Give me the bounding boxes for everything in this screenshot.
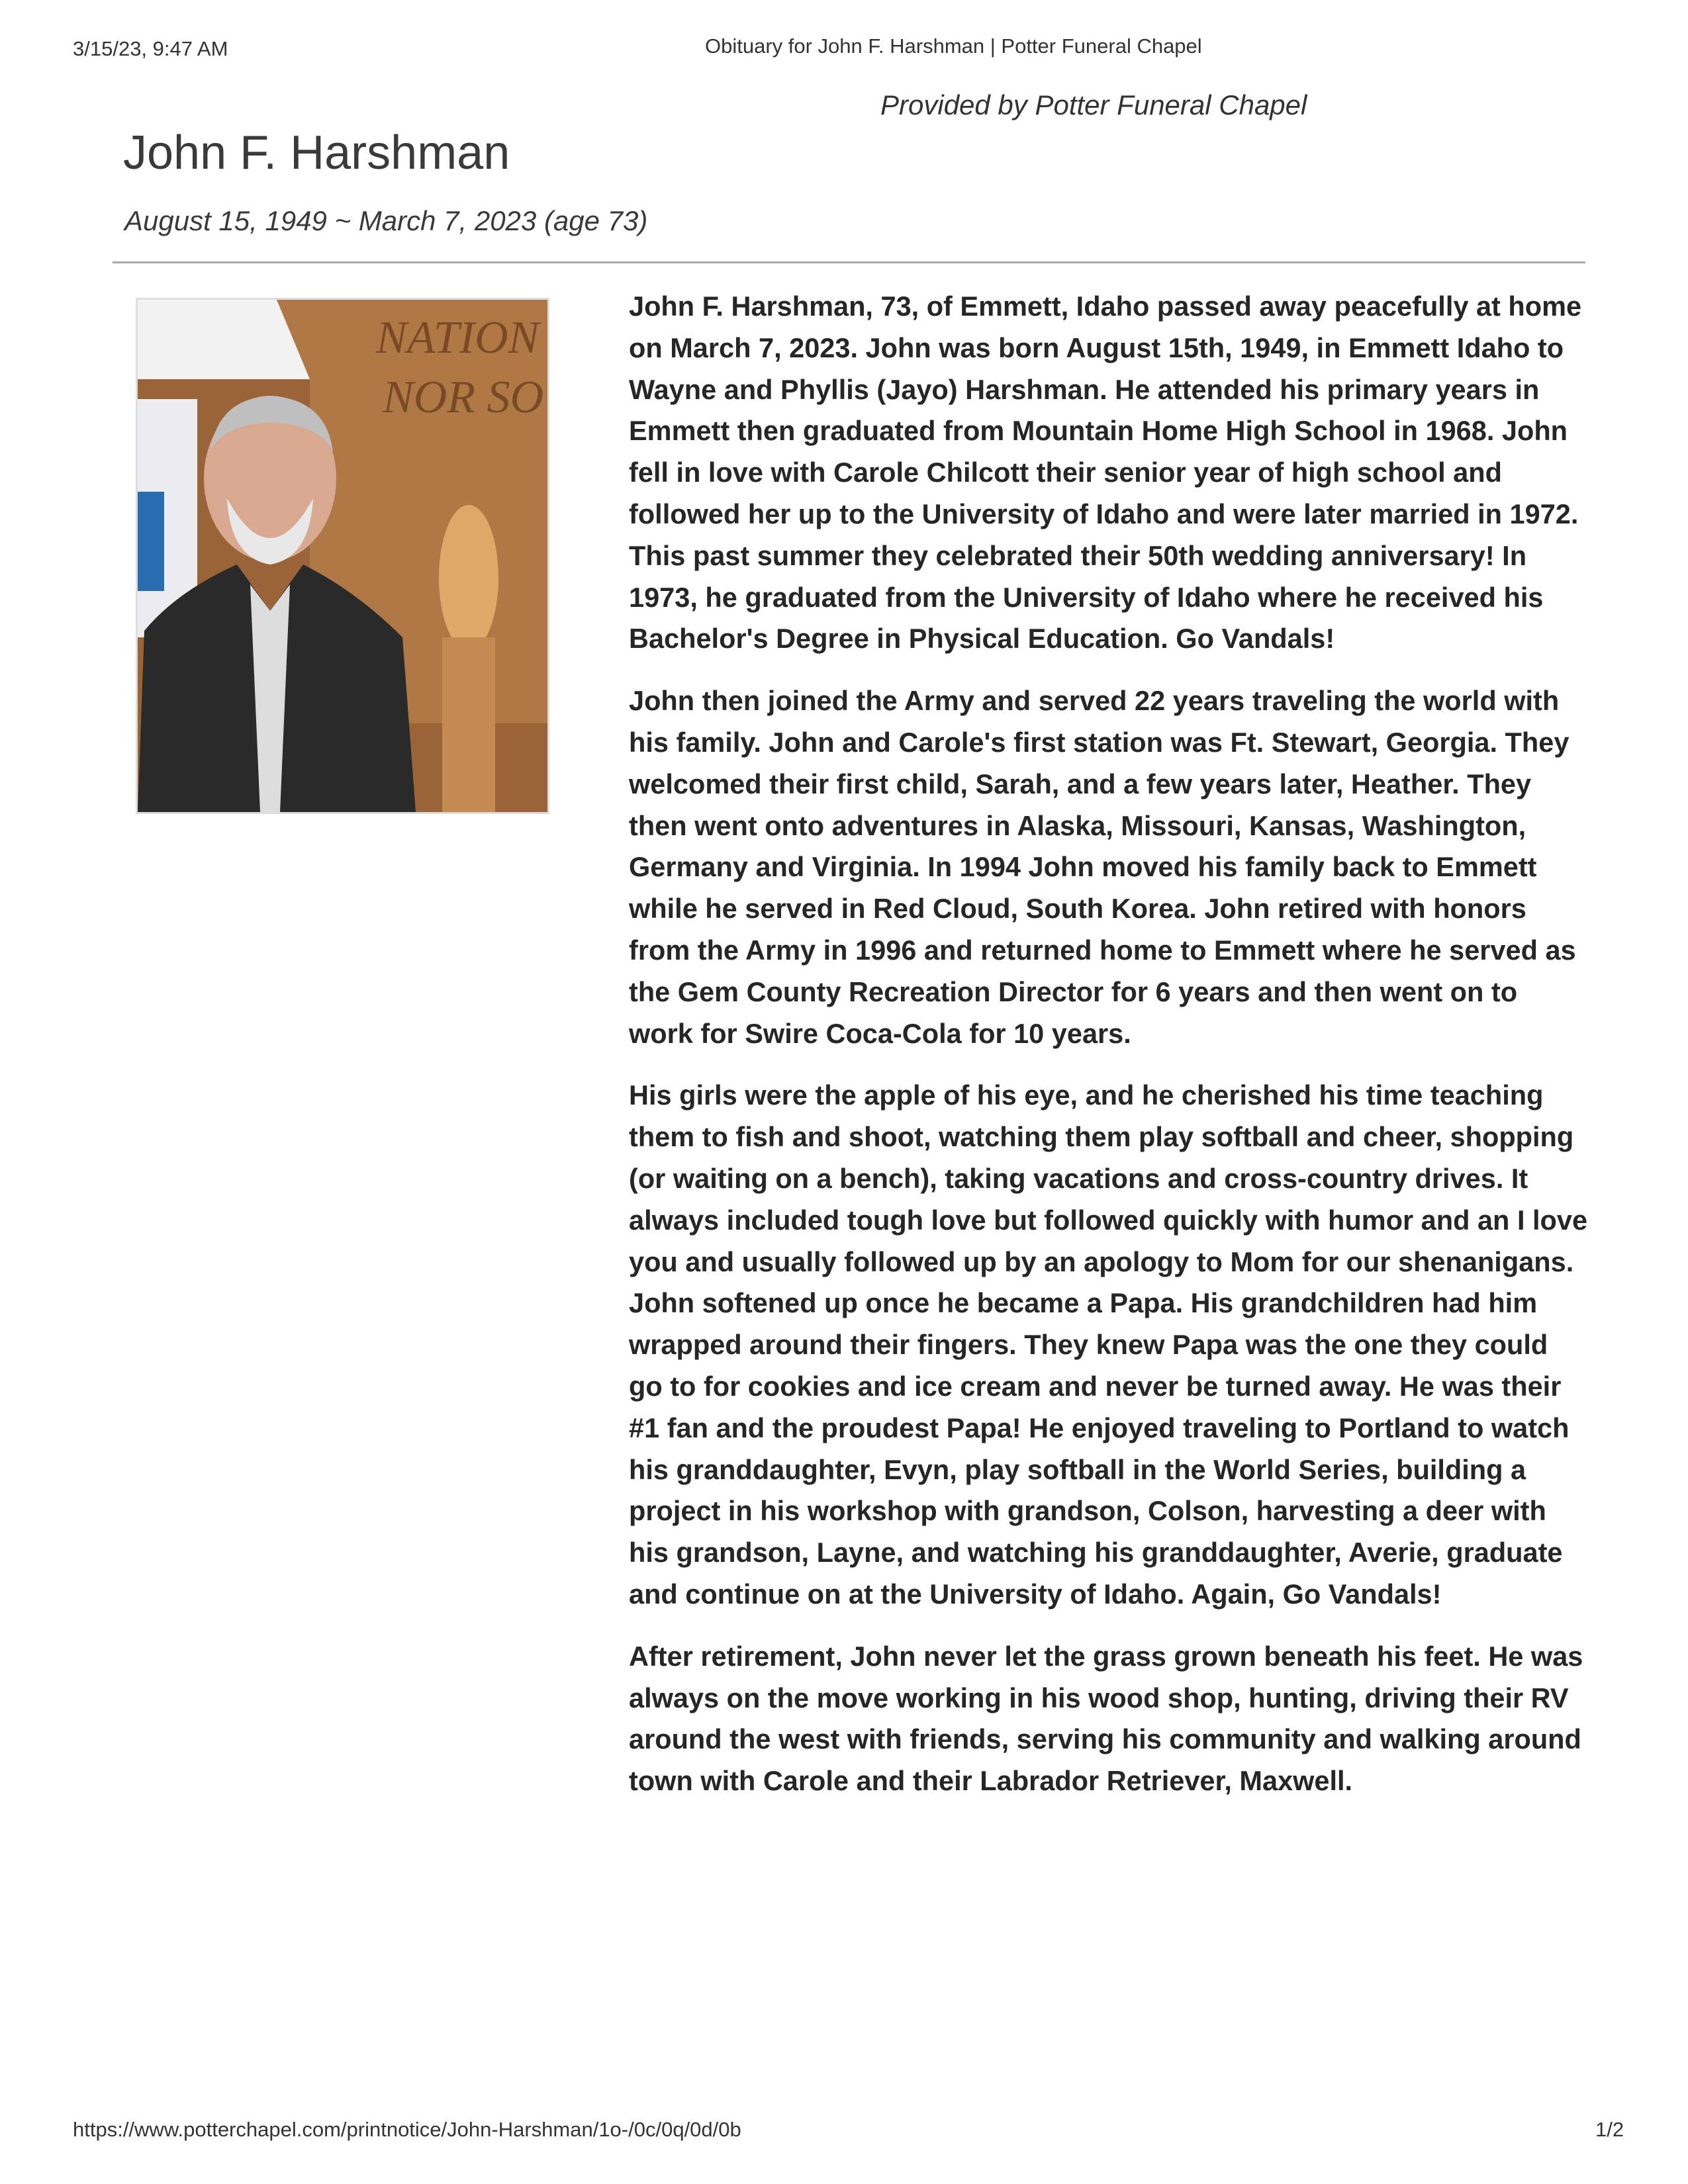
obituary-text xyxy=(629,286,1589,1823)
sign-text: NATION xyxy=(376,312,539,363)
portrait-photo xyxy=(136,298,549,814)
svg-text:NOR SO: NOR SO xyxy=(383,372,544,423)
print-page-title: Obituary for John F. Harshman | Potter Funeral Chapel xyxy=(705,34,1202,58)
portrait-image xyxy=(138,300,547,812)
paragraph: After retirement, John never let the grass grown beneath his feet. He was always on the move working in his wood shop, hunting, driving their RV around the west with friends, serving his community and walking around town with Carole and their Labrador Retriever, Maxwell. xyxy=(629,1640,1583,1797)
paragraph: John then joined the Army and served 22 years traveling the world with his family. John and Carole's first station was Ft. Stewart, Georgia. They welcomed their first child, Sarah, and a few years later, Heather. They then went onto adventures in Alaska, Missouri, Kansas, Washington, Germany and Virginia. In 1994 John moved his family back to Emmett while he served in Red Cloud, South Korea. John retired with honors from the Army in 1996 and returned home to Emmett where he served as the Gem County Recreation Director for 6 years and then went on to work for Swire Coca-Cola for 10 years. xyxy=(629,685,1576,1049)
obituary-name: John F. Harshman xyxy=(123,126,510,179)
footer-url: https://www.potterchapel.com/printnotice/John-Harshman/1o-/0c/0q/0d/0b xyxy=(73,2118,741,2141)
divider xyxy=(113,261,1585,263)
page-number: 1/2 xyxy=(1595,2118,1624,2141)
life-dates: August 15, 1949 ~ March 7, 2023 (age 73) xyxy=(124,205,648,236)
provided-by: Provided by Potter Funeral Chapel xyxy=(880,89,1307,120)
paragraph: John F. Harshman, 73, of Emmett, Idaho passed away peacefully at home on March 7, 2023. John was born August 15th, 1949, in Emmett Idaho to Wayne and Phyllis (Jayo) Harshman. He attended his primary years in Emmett then graduated from Mountain Home High School in 1968. John fell in love with Carole Chilcott their senior year of high school and followed her up to the University of Idaho and were later married in 1972. This past summer they celebrated their 50th wedding anniversary! In 1973, he graduated from the University of Idaho where he received his Bachelor's Degree in Physical Education. Go Vandals! xyxy=(629,291,1582,655)
paragraph: His girls were the apple of his eye, and he cherished his time teaching them to fish and shoot, watching them play softball and cheer, shopping (or waiting on a bench), taking vacations and cross-country drives. It always included tough love but followed quickly with humor and an I love you and usually followed up by an apology to Mom for our shenanigans. John softened up once he became a Papa. His grandchildren had him wrapped around their fingers. They knew Papa was the one they could go to for cookies and ice cream and never be turned away. He was their #1 fan and the proudest Papa! He enjoyed traveling to Portland to watch his granddaughter, Evyn, play softball in the World Series, building a project in his workshop with grandson, Colson, harvesting a deer with his grandson, Layne, and watching his granddaughter, Averie, graduate and continue on at the University of Idaho. Again, Go Vandals! xyxy=(629,1079,1588,1610)
print-timestamp: 3/15/23, 9:47 AM xyxy=(73,37,228,60)
